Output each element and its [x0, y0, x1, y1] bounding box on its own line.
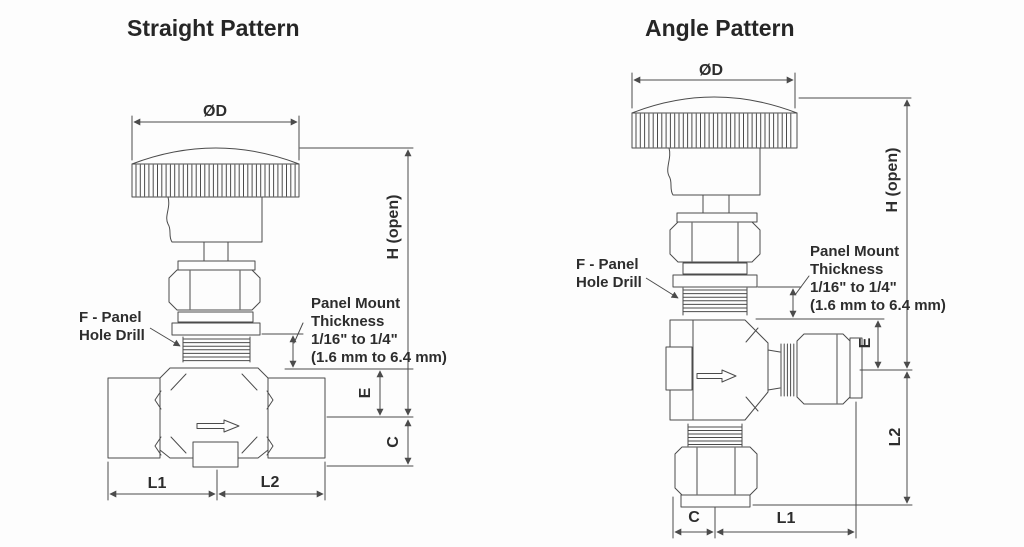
straight-panel-mount-note: Panel Mount Thickness 1/16" to 1/4" (1.6 mm to 6.4 mm): [311, 295, 447, 366]
angle-panel-hole-note: F - Panel Hole Drill: [576, 256, 642, 291]
angle-e-label: E: [857, 337, 874, 349]
angle-l1-label: L1: [776, 510, 796, 527]
straight-panel-hole-note: F - Panel Hole Drill: [79, 309, 145, 344]
straight-c-label: C: [385, 436, 402, 448]
straight-l1-label: L1: [147, 475, 167, 492]
angle-pattern-title: Angle Pattern: [645, 15, 795, 41]
flow-arrow-icon: [197, 420, 239, 432]
angle-panel-mount-note: Panel Mount Thickness 1/16" to 1/4" (1.6 mm to 6.4 mm): [810, 243, 946, 314]
angle-c-label: C: [688, 509, 700, 526]
straight-pattern-title: Straight Pattern: [127, 15, 300, 41]
straight-l2-label: L2: [260, 474, 280, 491]
angle-height-label: H (open): [884, 147, 901, 213]
straight-valve-body: [108, 148, 325, 467]
angle-diameter-label: ØD: [699, 62, 723, 79]
straight-e-label: E: [357, 387, 374, 399]
flow-arrow-icon: [697, 370, 736, 382]
straight-height-label: H (open): [385, 194, 402, 260]
straight-diameter-label: ØD: [203, 103, 227, 120]
angle-l2-label: L2: [887, 427, 904, 447]
